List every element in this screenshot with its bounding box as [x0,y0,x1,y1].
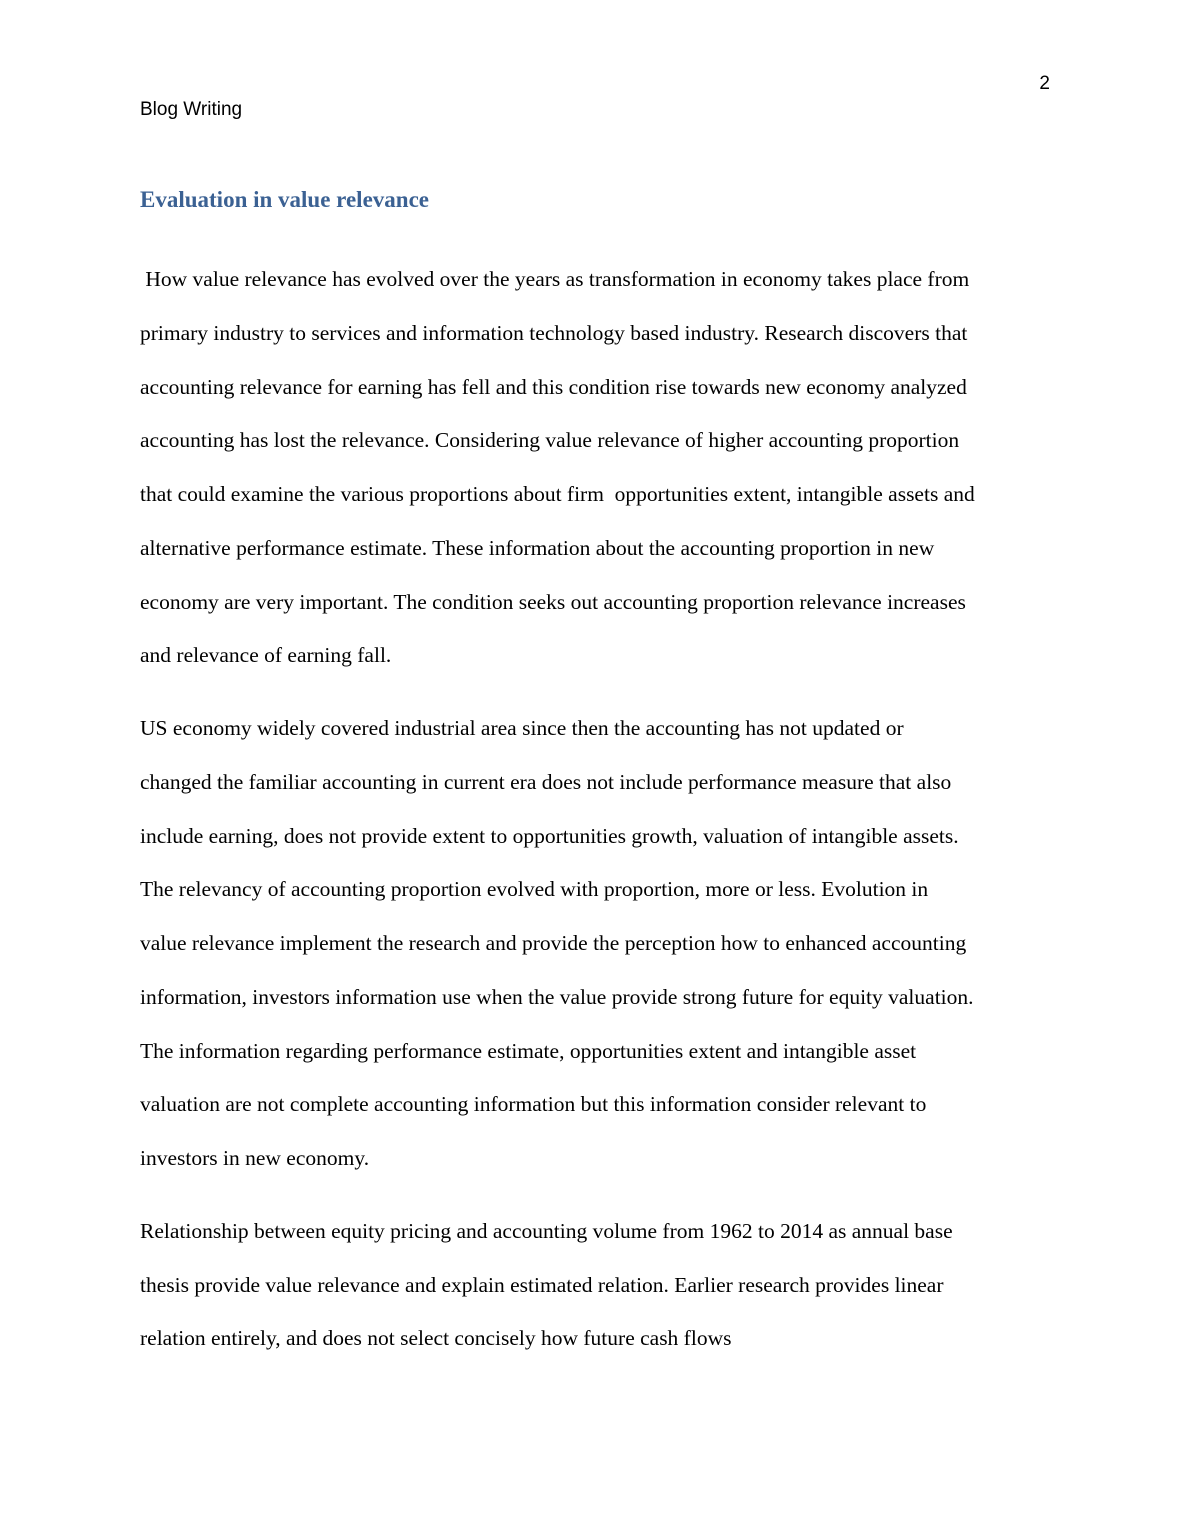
text-line: investors in new economy. [140,1146,370,1170]
paragraph-1 [140,253,1052,683]
text-line: accounting has lost the relevance. Considering value relevance of higher accounting proportion [140,428,960,453]
running-head: Blog Writing [140,99,243,120]
paragraph-3 [140,1205,1052,1366]
text-line: thesis provide value relevance and explain estimated relation. Earlier research provides linear [140,1272,944,1297]
text-line: Relationship between equity pricing and accounting volume from 1962 to 2014 as annual base [140,1218,953,1243]
text-line: value relevance implement the research and provide the perception how to enhanced accounting [140,931,967,955]
text-line: information, investors information use when the value provide strong future for equity valuation. [140,984,974,1009]
text-line: and relevance of earning fall. [140,643,392,668]
text-line: economy are very important. The condition seeks out accounting proportion relevance increases [140,589,966,614]
text-line: changed the familiar accounting in current era does not include performance measure that also [140,769,952,794]
text-line: valuation are not complete accounting information but this information consider relevant to [140,1092,927,1117]
text-line: include earning, does not provide extent to opportunities growth, valuation of intangible assets. [140,823,959,848]
text-line: primary industry to services and information technology based industry. Research discovers that [140,320,968,345]
text-line: The information regarding performance estimate, opportunities extent and intangible asset [140,1038,917,1063]
text-line: that could examine the various proportions about firm opportunities extent, intangible assets and [140,482,975,506]
text-line: The relevancy of accounting proportion evolved with proportion, more or less. Evolution in [140,877,929,902]
paragraph-2 [140,702,1052,1186]
text-line: US economy widely covered industrial area since then the accounting has not updated or [140,716,904,740]
page-number: 2 [1039,73,1050,94]
text-line: How value relevance has evolved over the years as transformation in economy takes place from [140,267,970,291]
text-line: alternative performance estimate. These information about the accounting proportion in new [140,535,935,560]
text-line: accounting relevance for earning has fell and this condition rise towards new economy analyzed [140,374,967,399]
body-text [140,253,1052,1385]
section-heading: Evaluation in value relevance [140,187,429,212]
text-line: relation entirely, and does not select concisely how future cash flows [140,1326,732,1351]
